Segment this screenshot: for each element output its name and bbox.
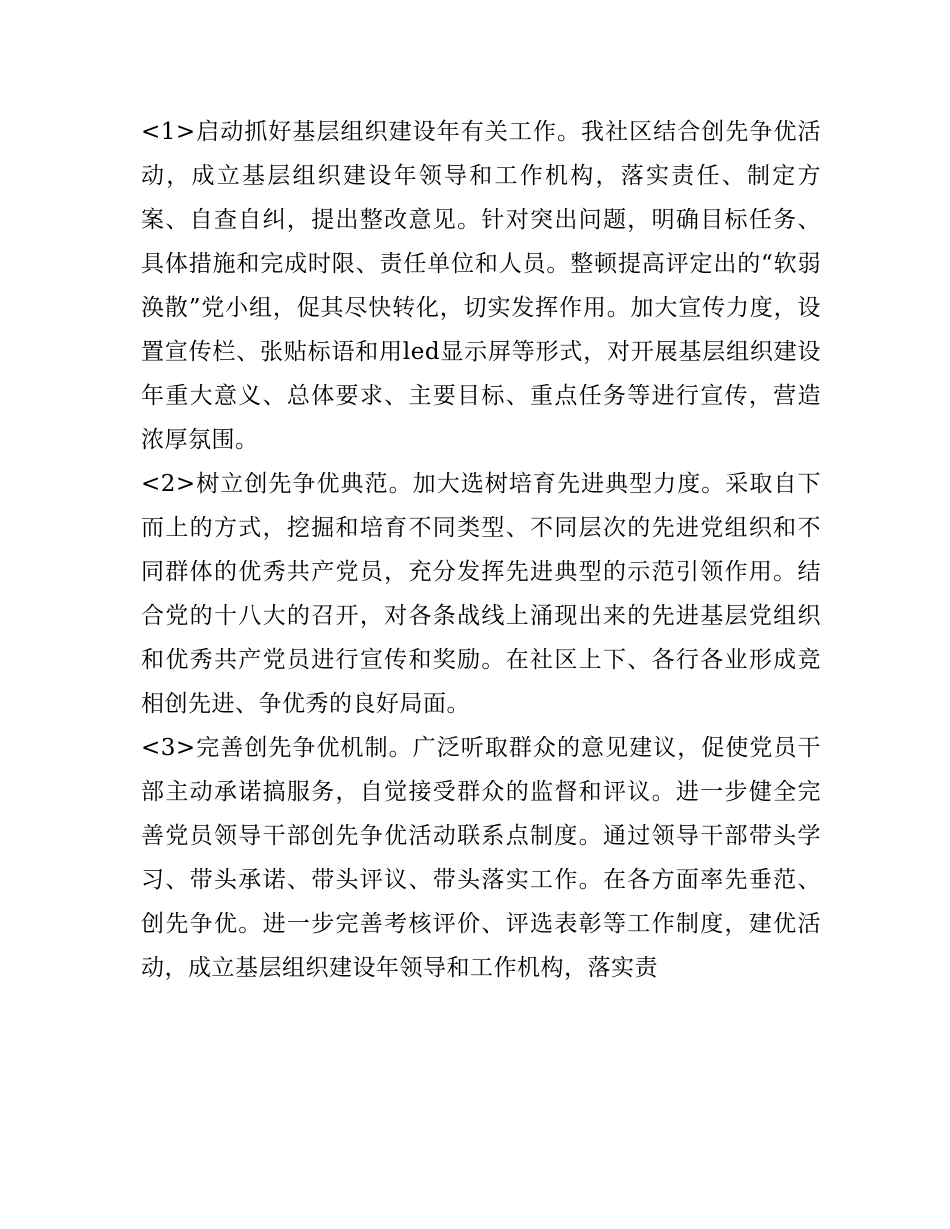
paragraph-1: <1>启动抓好基层组织建设年有关工作。我社区结合创先争优活动，成立基层组织建设年领导和工作机构，落实责任、制定方案、自查自纠，提出整改意见。针对突出问题，明确目标任务、具体措施和完成时限、责任单位和人员。整顿提高评定出的“软弱涣散”党小组，促其尽快转化，切实发挥作用。加大宣传力度，设置宣传栏、张贴标语和用led显示屏等形式，对开展基层组织建设年重大意义、总体要求、主要目标、重点任务等进行宣传，营造浓厚氛围。 (141, 119, 821, 453)
document-body (141, 110, 821, 990)
paragraph-2: <2>树立创先争优典范。加大选树培育先进典型力度。采取自下而上的方式，挖掘和培育不同类型、不同层次的先进党组织和不同群体的优秀共产党员，充分发挥先进典型的示范引领作用。结合党的十八大的召开，对各条战线上涌现出来的先进基层党组织和优秀共产党员进行宣传和奖励。在社区上下、各行各业形成竞相创先进、争优秀的良好局面。 (141, 471, 821, 717)
paragraph-3: <3>完善创先争优机制。广泛听取群众的意见建议，促使党员干部主动承诺搞服务，自觉接受群众的监督和评议。进一步健全完善党员领导干部创先争优活动联系点制度。通过领导干部带头学习、带头承诺、带头评议、带头落实工作。在各方面率先垂范、创先争优。进一步完善考核评价、评选表彰等工作制度，建优活动，成立基层组织建设年领导和工作机构，落实责 (141, 735, 821, 981)
